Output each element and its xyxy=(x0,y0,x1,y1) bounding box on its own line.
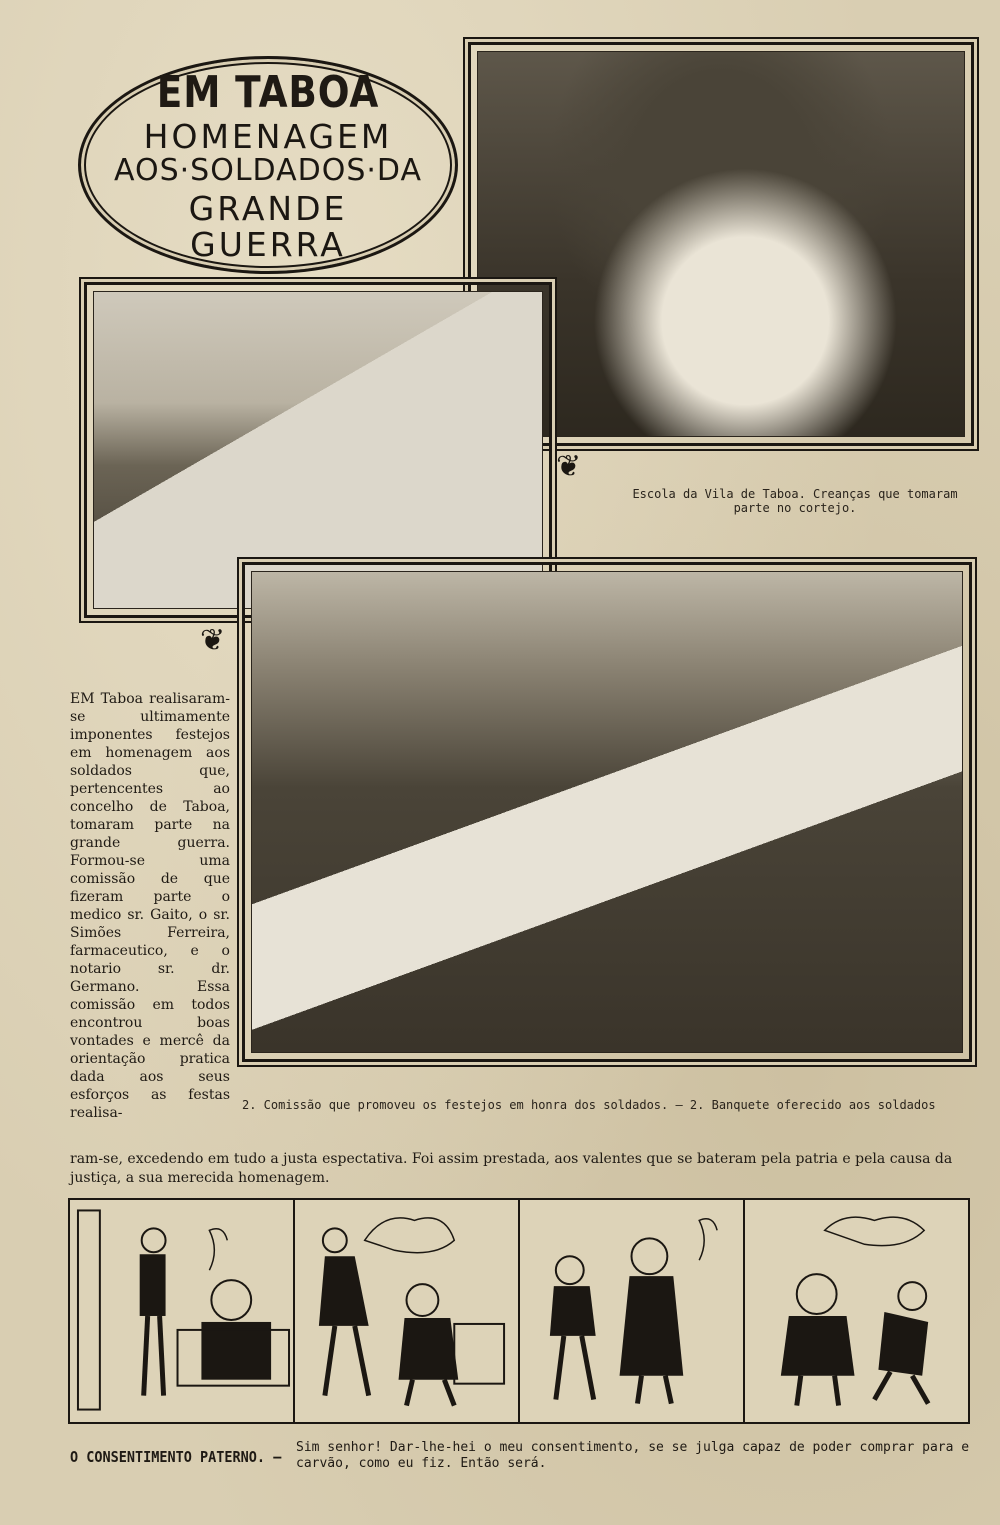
article-column: EM Taboa realisaram-se ultimamente imponentes festejos em homenagem aos soldados que, pertencentes ao concelho de Taboa, tomaram parte na grande guerra. Formou-se uma comissão de que fizeram parte o medico sr. Gaito, o sr. Simões Ferreira, farmaceutico, e o notario sr. dr. Germano. Essa comissão em todos encontrou boas vontades e mercê da orientação pratica dada aos seus esforços as festas realisa- xyxy=(70,691,230,1121)
headline-line-2: HOMENAGEM xyxy=(143,117,393,156)
comic-drawing-2 xyxy=(295,1200,518,1422)
headline-line-3: AOS·SOLDADOS·DA xyxy=(113,153,423,188)
headline: EM TABOA xyxy=(156,67,380,118)
banquet-photo xyxy=(242,562,972,1062)
comic-title: O CONSENTIMENTO PATERNO. — xyxy=(70,1448,282,1466)
title-oval xyxy=(78,56,458,274)
school-caption: Escola da Vila de Taboa. Creanças que tomaram parte no cortejo. xyxy=(632,487,958,515)
floral-ornament: ❦ xyxy=(556,449,582,484)
article-continuation: ram-se, excedendo em tudo a justa espectativa. Foi assim prestada, aos valentes que se bateram pela patria e pela causa da justiça, a sua merecida homenagem. xyxy=(70,1151,953,1186)
headline-line-4: GRANDE xyxy=(188,189,348,228)
comic-panel-4 xyxy=(745,1200,968,1422)
comic-drawing-3 xyxy=(520,1200,743,1422)
comic-strip xyxy=(68,1198,970,1424)
comic-panel-1 xyxy=(70,1200,295,1422)
banquet-caption: 2. Comissão que promoveu os festejos em honra dos soldados. — 2. Banquete oferecido aos soldados xyxy=(242,1098,936,1112)
headline-line-5: GUERRA xyxy=(190,225,346,264)
comic-drawing-1 xyxy=(70,1200,293,1422)
comic-panel-2 xyxy=(295,1200,520,1422)
comic-panel-3 xyxy=(520,1200,745,1422)
comic-dialogue: Sim senhor! Dar-lhe-hei o meu consentimento, se se julga capaz de poder comprar para e carvão, como eu fiz. Então será. xyxy=(296,1440,970,1471)
floral-ornament-2: ❦ xyxy=(200,623,226,658)
comic-drawing-4 xyxy=(745,1200,968,1422)
